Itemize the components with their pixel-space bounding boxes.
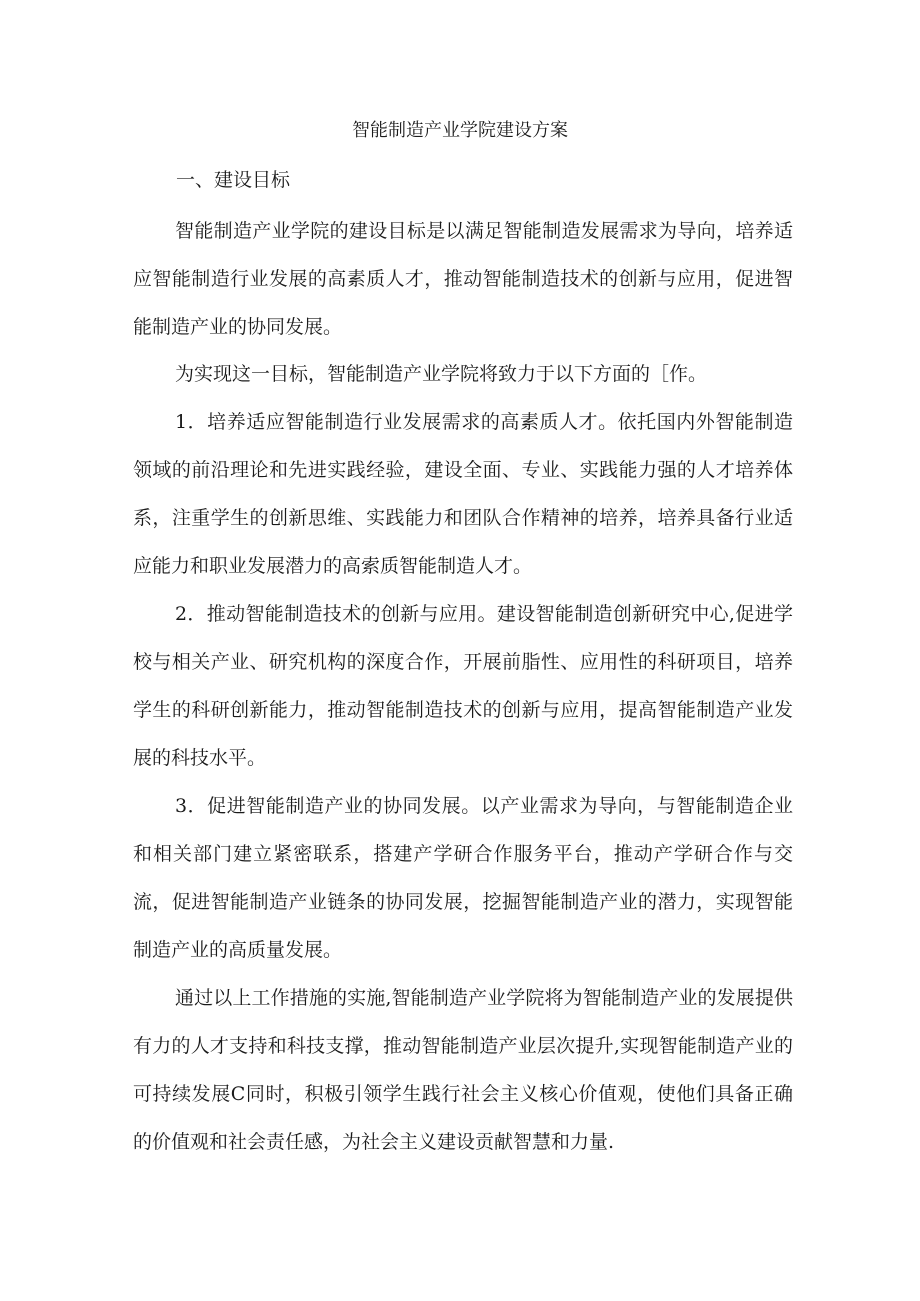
paragraph-transition: 为实现这一目标，智能制造产业学院将致力于以下方面的［作。: [175, 363, 708, 385]
section-heading: 一、建设目标: [176, 169, 291, 191]
paragraph-item-3: 3．促进智能制造产业的协同发展。以产业需求为导向，与智能制造企业和相关部门建立紧密联系，搭建产学研合作服务平台，推动产学研合作与交流，促进智能制造产业链条的协同发展，挖掘智能制造产业的潜力，实现智能制造产业的高质量发展。: [133, 795, 793, 961]
paragraph-conclusion: 通过以上工作措施的实施,智能制造产业学院将为智能制造产业的发展提供有力的人才支持和科技支撑，推动智能制造产业层次提升,实现智能制造产业的可持续发展C同时，积极引领学生践行社会主义核心价值观，使他们具备正确的价值观和社会责任感，为社会主义建设贡献智慧和力量.: [133, 987, 793, 1153]
paragraph-intro: 智能制造产业学院的建设目标是以满足智能制造发展需求为导向，培养适应智能制造行业发展的高素质人才，推动智能制造技术的创新与应用，促进智能制造产业的协同发展。: [133, 220, 793, 338]
paragraph-item-1: 1．培养适应智能制造行业发展需求的高素质人才。依托国内外智能制造领域的前沿理论和先进实践经验，建设全面、专业、实践能力强的人才培养体系，注重学生的创新思维、实践能力和团队合作精神的培养，培养具备行业适应能力和职业发展潜力的高索质智能制造人才。: [133, 411, 793, 577]
document-title: 智能制造产业学院建设方案: [352, 120, 568, 141]
paragraph-item-2: 2．推动智能制造技术的创新与应用。建设智能制造创新研究中心,促进学校与相关产业、研究机构的深度合作，开展前脂性、应用性的科研项目，培养学生的科研创新能力，推动智能制造技术的创新与应用，提高智能制造产业发展的科技水平。: [133, 603, 793, 769]
